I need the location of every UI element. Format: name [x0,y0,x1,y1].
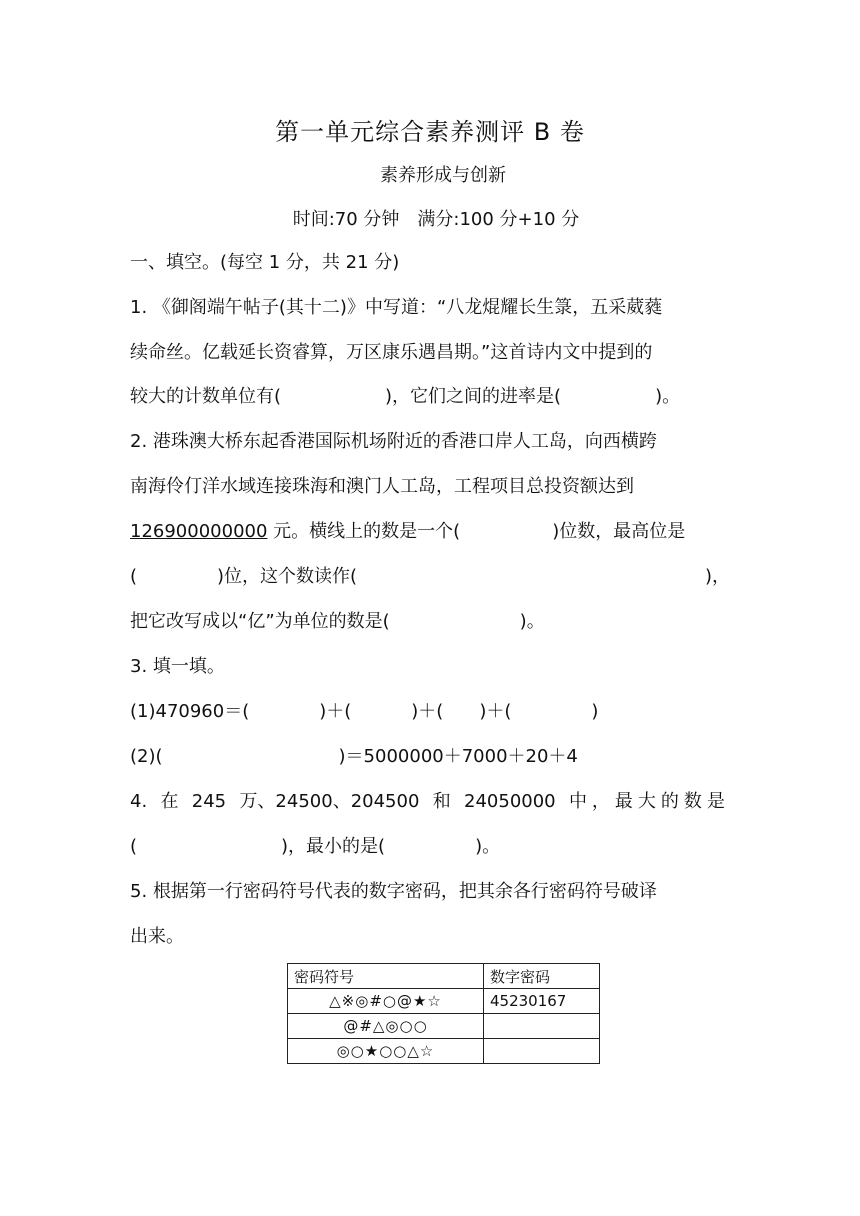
q3-p1-text: ) [591,701,599,722]
cipher-table [287,963,600,1064]
q3-p2-text: (2)( [130,746,163,767]
q2-text-f: 把它改写成以“亿”为单位的数是( [130,611,390,632]
q4-line-2 [130,835,730,859]
q2-text-g: )。 [519,611,545,632]
q1-text-a: 较大的计数单位有( [130,386,282,407]
q3-p2-text: )＝5000000＋7000＋20＋4 [338,746,578,767]
q4-text: )，最小的是( [281,836,386,857]
q1-text-c: )。 [655,386,681,407]
q2-text-d: )位，这个数读作( [217,566,358,587]
table-row [288,989,600,1014]
q4-word: 和 [432,791,451,812]
cipher-symbols: @#△◎○○ [288,1014,484,1039]
q2-text-b: )位数，最高位是 [552,521,686,542]
q3-heading: 3. 填一填。 [130,656,225,677]
q4-line-1 [130,790,730,814]
q4-word: 24050000 [464,791,556,812]
q1-line-1: 1. 《御阁端午帖子(其十二)》中写道：“八龙焜耀长生箓，五采葳蕤 [130,297,663,318]
q4-word: 万、24500、204500 [239,791,420,812]
digit-code-blank[interactable] [484,1039,600,1064]
digit-code: 45230167 [484,989,600,1014]
table-header-row [288,964,600,989]
q4-word: 在 [160,791,179,812]
q5-line-2: 出来。 [130,926,184,947]
q2-line-3 [130,520,730,544]
q3-part-1 [130,700,730,724]
table-header: 数字密码 [484,964,600,989]
q2-text-c: ( [130,566,138,587]
q1-line-3 [130,385,730,409]
q3-p1-text: )＋( [479,701,512,722]
table-row [288,1014,600,1039]
q5-line-1: 5. 根据第一行密码符号代表的数字密码，把其余各行密码符号破译 [130,881,657,902]
q4-word: 4. [130,791,148,812]
q3-p1-text: )＋( [319,701,352,722]
page-subtitle: 素养形成与创新 [380,165,506,186]
q4-word: 245 [191,791,227,812]
q2-line-2: 南海伶仃洋水域连接珠海和澳门人工岛，工程项目总投资额达到 [130,476,634,497]
q1-line-2: 续命丝。亿载延长资睿算，万区康乐遇昌期。”这首诗内文中提到的 [130,342,653,363]
q3-p1-text: )＋( [411,701,444,722]
q4-text: )。 [475,836,501,857]
page-title: 第一单元综合素养测评 B 卷 [275,118,585,146]
q2-line-5 [130,610,730,634]
section-heading: 一、填空。(每空 1 分，共 21 分) [130,252,400,273]
cipher-symbols: ◎○★○○△☆ [288,1039,484,1064]
q2-line-4 [130,565,730,589]
cipher-symbols: △※◎#○@★☆ [288,989,484,1014]
q3-part-2 [130,745,730,769]
q1-text-b: )，它们之间的进率是( [385,386,562,407]
q2-text-a: 元。横线上的数是一个( [267,521,461,542]
table-header: 密码符号 [288,964,484,989]
exam-meta: 时间:70 分钟 满分:100 分+10 分 [292,209,580,230]
q3-p1-text: (1)470960＝( [130,701,250,722]
table-row [288,1039,600,1064]
underlined-number: 126900000000 [130,521,268,542]
q2-line-1: 2. 港珠澳大桥东起香港国际机场附近的香港口岸人工岛，向西横跨 [130,431,657,452]
digit-code-blank[interactable] [484,1014,600,1039]
q2-text-e: )， [704,566,730,587]
q4-word: 中，最大的数是 [568,791,730,812]
q4-text: ( [130,836,138,857]
